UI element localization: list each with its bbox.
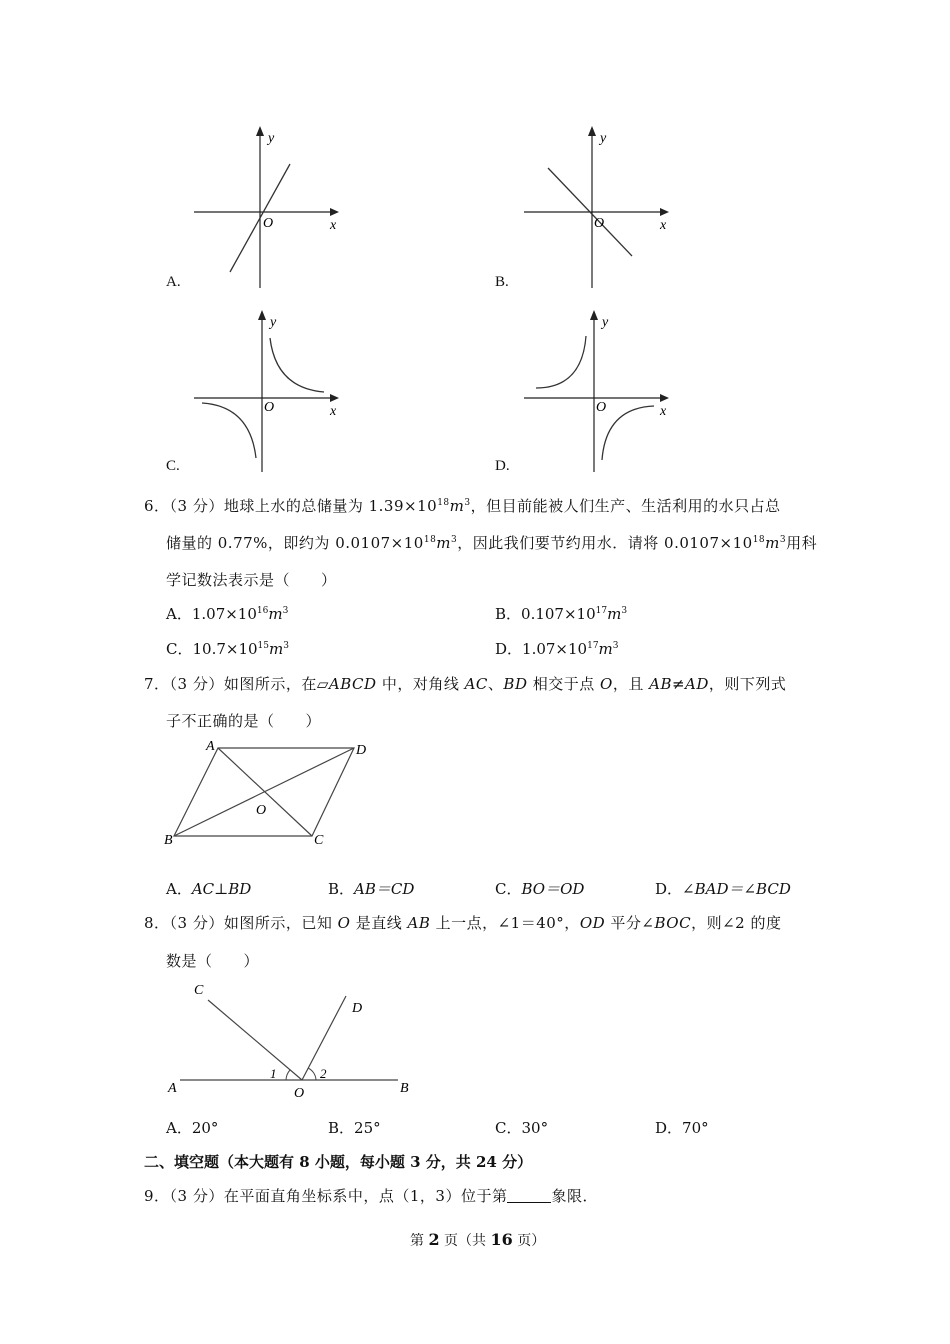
y-label: y bbox=[268, 131, 275, 146]
q7-option-b: B．AB＝CD bbox=[328, 880, 415, 898]
y-axis-arrow-icon bbox=[590, 310, 598, 320]
parallelogram-figure bbox=[160, 736, 380, 852]
angle-1-label: 1 bbox=[270, 1066, 277, 1081]
option-a-label: A. bbox=[166, 274, 181, 290]
x-label: x bbox=[330, 218, 337, 233]
q7-line-1: 7．（3 分）如图所示，在▱ABCD 中，对角线 AC、BD 相交于点 O，且 AB≠AD，则下列式 bbox=[144, 675, 787, 693]
y-axis-arrow-icon bbox=[256, 126, 264, 136]
q8-line-1: 8．（3 分）如图所示，已知 O 是直线 AB 上一点，∠1＝40°，OD 平分∠BOC，则∠2 的度 bbox=[144, 914, 782, 932]
q6-line-2: 储量的 0.77%，即约为 $0.0107\times 10^{18}m^3$，因此我们要节约用水．请将 $0.0107\times 10^{18}m^3$用科 bbox=[166, 534, 818, 552]
center-o-label: O bbox=[256, 803, 267, 818]
q6-option-d: D．$1.07\times 10^{17}m^3$ bbox=[495, 640, 619, 658]
ray-oc bbox=[208, 1000, 302, 1080]
q8-option-c: C．30° bbox=[495, 1119, 549, 1137]
origin-label: O bbox=[264, 400, 275, 415]
x-axis-arrow-icon bbox=[330, 394, 339, 402]
angle-1-arc bbox=[286, 1070, 290, 1080]
y-label: y bbox=[270, 315, 277, 330]
vertex-d-label: D bbox=[356, 743, 367, 758]
hyperbola-branch-lower-left bbox=[202, 403, 256, 458]
x-axis-arrow-icon bbox=[660, 208, 669, 216]
point-o-label: O bbox=[294, 1086, 305, 1100]
q6-option-b: B．$0.107\times 10^{17}m^3$ bbox=[495, 605, 628, 623]
vertex-a-label: A bbox=[206, 739, 215, 754]
q6-option-c: C．$10.7\times 10^{15}m^3$ bbox=[166, 640, 289, 658]
q6-line-1: 6．（3 分）地球上水的总储量为 $1.39\times 10^{18}m^3$，但目前能被人们生产、生活利用的水只占总 bbox=[144, 497, 781, 515]
angle-2-label: 2 bbox=[320, 1066, 327, 1081]
q7-line-2: 子不正确的是（ ） bbox=[166, 712, 322, 730]
hyperbola-branch-upper-left bbox=[536, 336, 586, 388]
x-label: x bbox=[660, 404, 667, 419]
y-axis-arrow-icon bbox=[258, 310, 266, 320]
q9-line: 9．（3 分）在平面直角坐标系中，点（1，3）位于第 象限． bbox=[144, 1187, 598, 1205]
hyperbola-branch-lower-right bbox=[602, 406, 654, 460]
point-a-label: A bbox=[168, 1081, 177, 1096]
graph-option-c bbox=[190, 308, 350, 478]
angle-2-arc bbox=[308, 1068, 316, 1080]
q8-option-b: B．25° bbox=[328, 1119, 381, 1137]
option-b-label: B. bbox=[495, 274, 509, 290]
origin-label: O bbox=[596, 400, 607, 415]
origin-label: O bbox=[263, 216, 274, 231]
graph-option-b bbox=[520, 124, 680, 294]
section-2-heading: 二、填空题（本大题有 8 小题，每小题 3 分，共 24 分） bbox=[144, 1153, 533, 1171]
x-label: x bbox=[660, 218, 667, 233]
q7-option-a: A．AC⊥BD bbox=[166, 880, 252, 898]
vertex-c-label: C bbox=[314, 833, 324, 848]
y-label: y bbox=[602, 315, 609, 330]
q6-option-a: A．$1.07\times 10^{16}m^3$ bbox=[166, 605, 289, 623]
diagonal-bd bbox=[174, 748, 354, 836]
y-axis-arrow-icon bbox=[588, 126, 596, 136]
q7-option-d: D．∠BAD＝∠BCD bbox=[655, 880, 791, 898]
q8-line-2: 数是（ ） bbox=[166, 952, 260, 970]
point-c-label: C bbox=[194, 983, 204, 998]
hyperbola-branch-upper-right bbox=[270, 338, 324, 392]
graph-option-a bbox=[190, 124, 350, 294]
q9-answer-blank[interactable] bbox=[507, 1188, 551, 1203]
y-label: y bbox=[600, 131, 607, 146]
graph-option-d bbox=[520, 308, 680, 478]
x-axis-arrow-icon bbox=[330, 208, 339, 216]
q8-option-a: A．20° bbox=[166, 1119, 219, 1137]
option-c-label: C. bbox=[166, 458, 180, 474]
x-label: x bbox=[330, 404, 337, 419]
x-axis-arrow-icon bbox=[660, 394, 669, 402]
q7-option-c: C．BO＝OD bbox=[495, 880, 585, 898]
point-d-label: D bbox=[352, 1001, 363, 1016]
q6-line-3: 学记数法表示是（ ） bbox=[166, 571, 337, 589]
q8-option-d: D．70° bbox=[655, 1119, 709, 1137]
page-footer: 第 2 页（共 16 页） bbox=[410, 1230, 546, 1249]
point-b-label: B bbox=[400, 1081, 409, 1096]
origin-label: O bbox=[594, 216, 605, 231]
vertex-b-label: B bbox=[164, 833, 173, 848]
option-d-label: D. bbox=[495, 458, 510, 474]
angle-figure bbox=[160, 976, 430, 1100]
